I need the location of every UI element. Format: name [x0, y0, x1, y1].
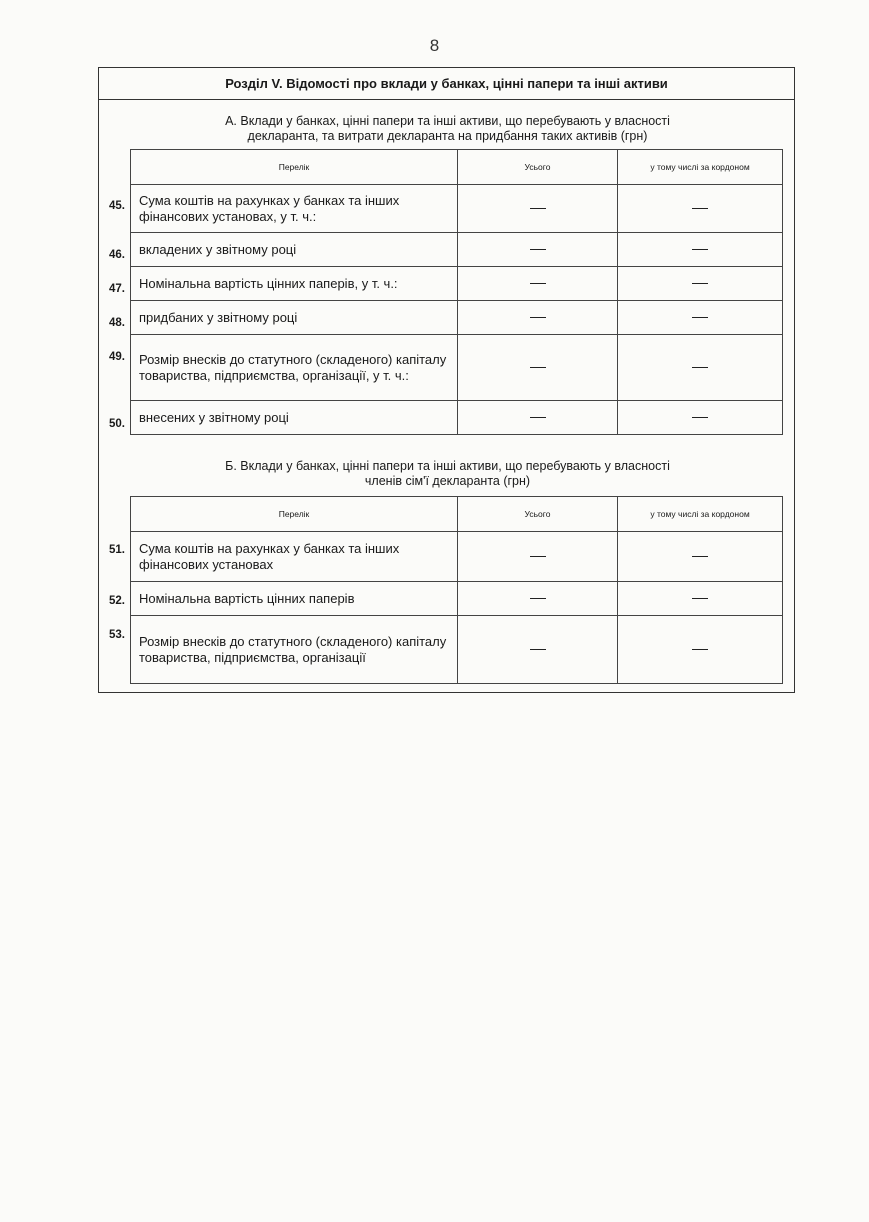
row-abroad [618, 582, 783, 616]
dash-mark [692, 367, 708, 368]
row-number: 47. [109, 283, 125, 295]
header-abroad: у тому числі за кордоном [618, 497, 783, 532]
part-a-title-line1: А. Вклади у банках, цінні папери та інші активи, що перебувають у власності [225, 114, 670, 128]
row-label: Сума коштів на рахунках у банках та інших фінансових установах [131, 532, 458, 582]
row-number: 50. [109, 418, 125, 430]
row-number: 53. [109, 629, 125, 641]
dash-mark [530, 598, 546, 599]
row-total [458, 301, 618, 335]
header-abroad: у тому числі за кордоном [618, 150, 783, 185]
table-row [131, 616, 783, 684]
row-label: Номінальна вартість цінних паперів [131, 582, 458, 616]
row-abroad [618, 185, 783, 233]
table-row [131, 401, 783, 435]
row-total [458, 233, 618, 267]
dash-mark [692, 317, 708, 318]
page-number: 8 [429, 36, 440, 55]
table-row [131, 267, 783, 301]
dash-mark [692, 556, 708, 557]
row-abroad [618, 233, 783, 267]
row-label: вкладених у звітному році [131, 233, 458, 267]
header-total: Усього [458, 497, 618, 532]
dash-mark [692, 649, 708, 650]
row-label: Розмір внесків до статутного (складеного) капіталу товариства, підприємства, організації [131, 616, 458, 684]
dash-mark [530, 249, 546, 250]
table-row [131, 532, 783, 582]
row-number: 45. [109, 200, 125, 212]
row-number: 49. [109, 351, 125, 363]
dash-mark [692, 283, 708, 284]
table-row [131, 185, 783, 233]
part-a-title [99, 114, 796, 144]
part-a-table [130, 149, 783, 435]
header-list: Перелік [131, 150, 458, 185]
row-label: придбаних у звітному році [131, 301, 458, 335]
part-b-title-line1: Б. Вклади у банках, цінні папери та інші активи, що перебувають у власності [225, 459, 670, 473]
header-total: Усього [458, 150, 618, 185]
dash-mark [530, 417, 546, 418]
part-b-table [130, 496, 783, 684]
row-total [458, 335, 618, 401]
row-abroad [618, 301, 783, 335]
row-abroad [618, 532, 783, 582]
dash-mark [530, 283, 546, 284]
part-b-title-line2: членів сім'ї декларанта (грн) [364, 474, 531, 488]
dash-mark [530, 208, 546, 209]
row-total [458, 616, 618, 684]
section-title: Розділ V. Відомості про вклади у банках, цінні папери та інші активи [99, 68, 794, 100]
part-b-title [99, 459, 796, 489]
row-total [458, 582, 618, 616]
dash-mark [530, 367, 546, 368]
row-label: внесених у звітному році [131, 401, 458, 435]
dash-mark [530, 556, 546, 557]
row-abroad [618, 401, 783, 435]
row-total [458, 267, 618, 301]
table-row [131, 335, 783, 401]
table-row [131, 233, 783, 267]
row-number: 48. [109, 317, 125, 329]
row-number: 52. [109, 595, 125, 607]
row-total [458, 185, 618, 233]
row-number: 51. [109, 544, 125, 556]
part-a-title-line2: декларанта, та витрати декларанта на придбання таких активів (грн) [247, 129, 648, 143]
row-abroad [618, 335, 783, 401]
dash-mark [530, 317, 546, 318]
row-abroad [618, 616, 783, 684]
dash-mark [692, 208, 708, 209]
dash-mark [692, 249, 708, 250]
row-label: Розмір внесків до статутного (складеного) капіталу товариства, підприємства, організації, у т. ч.: [131, 335, 458, 401]
dash-mark [692, 417, 708, 418]
header-list: Перелік [131, 497, 458, 532]
row-abroad [618, 267, 783, 301]
row-label: Сума коштів на рахунках у банках та інших фінансових установах, у т. ч.: [131, 185, 458, 233]
dash-mark [530, 649, 546, 650]
row-label: Номінальна вартість цінних паперів, у т. ч.: [131, 267, 458, 301]
dash-mark [692, 598, 708, 599]
row-total [458, 401, 618, 435]
row-number: 46. [109, 249, 125, 261]
row-total [458, 532, 618, 582]
section-v-frame [98, 67, 795, 693]
table-row [131, 301, 783, 335]
table-row [131, 582, 783, 616]
